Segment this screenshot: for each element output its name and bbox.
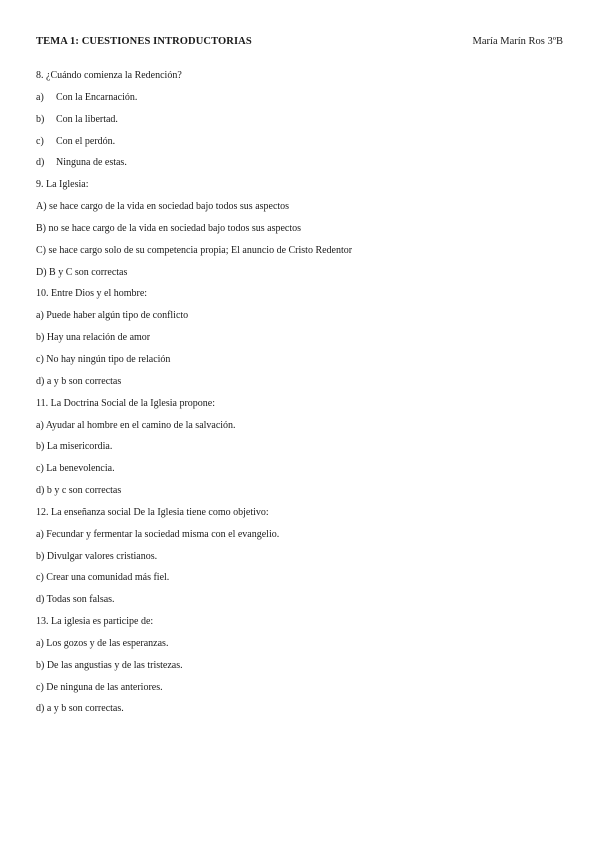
question-11-option-d: d) b y c son correctas [36,485,122,497]
option-text: Con el perdón. [56,135,116,147]
question-12-option-c: c) Crear una comunidad más fiel. [36,572,170,584]
question-9-option-b: B) no se hace cargo de la vida en sociedad bajo todos sus aspectos [36,222,302,234]
option-marker: b) [36,113,45,125]
question-list [36,70,563,725]
option-marker: d) [36,157,45,169]
question-9-option-a: A) se hace cargo de la vida en sociedad bajo todos sus aspectos [36,201,290,213]
question-13-option-a: a) Los gozos y de las esperanzas. [36,637,169,649]
question-11-option-b: b) La misericordia. [36,441,113,453]
question-8: 8. ¿Cuándo comienza la Redención? [36,70,182,81]
option-marker: a) [36,91,44,103]
question-8-option-c [36,136,563,158]
option-text: Con la Encarnación. [56,91,138,103]
question-8-option-b [36,114,563,136]
question-13-option-d: d) a y b son correctas. [36,703,124,715]
option-text: Con la libertad. [56,113,118,125]
question-12-option-d: d) Todas son falsas. [36,594,115,606]
question-13-option-c: c) De ninguna de las anteriores. [36,681,163,693]
page-header [36,36,563,50]
question-9: 9. La Iglesia: [36,179,89,191]
question-9-option-c: C) se hace cargo solo de su competencia propia; El anuncio de Cristo Redentor [36,244,353,256]
document-author: María Marín Ros 3ºB [472,36,563,47]
question-10-option-b: b) Hay una relación de amor [36,332,151,344]
question-13-option-b: b) De las angustias y de las tristezas. [36,659,183,671]
question-12: 12. La enseñanza social De la Iglesia tiene como objetivo: [36,506,269,518]
option-text: Ninguna de estas. [56,157,127,169]
option-marker: c) [36,135,44,147]
question-11-option-c: c) La benevolencia. [36,463,115,475]
question-8-option-d [36,157,563,179]
question-10-option-c: c) No hay ningún tipo de relación [36,353,171,365]
question-12-option-a: a) Fecundar y fermentar la sociedad misma con el evangelio. [36,528,280,540]
question-11-option-a: a) Ayudar al hombre en el camino de la salvación. [36,419,236,431]
question-13: 13. La iglesia es participe de: [36,616,154,628]
question-10-option-d: d) a y b son correctas [36,375,122,387]
question-10-option-a: a) Puede haber algún tipo de conflicto [36,310,189,322]
question-12-option-b: b) Divulgar valores cristianos. [36,550,158,562]
question-9-option-d: D) B y C son correctas [36,266,128,278]
question-11: 11. La Doctrina Social de la Iglesia propone: [36,397,216,409]
question-10: 10. Entre Dios y el hombre: [36,288,148,300]
question-8-option-a [36,92,563,114]
document-title: TEMA 1: CUESTIONES INTRODUCTORIAS [36,36,252,47]
